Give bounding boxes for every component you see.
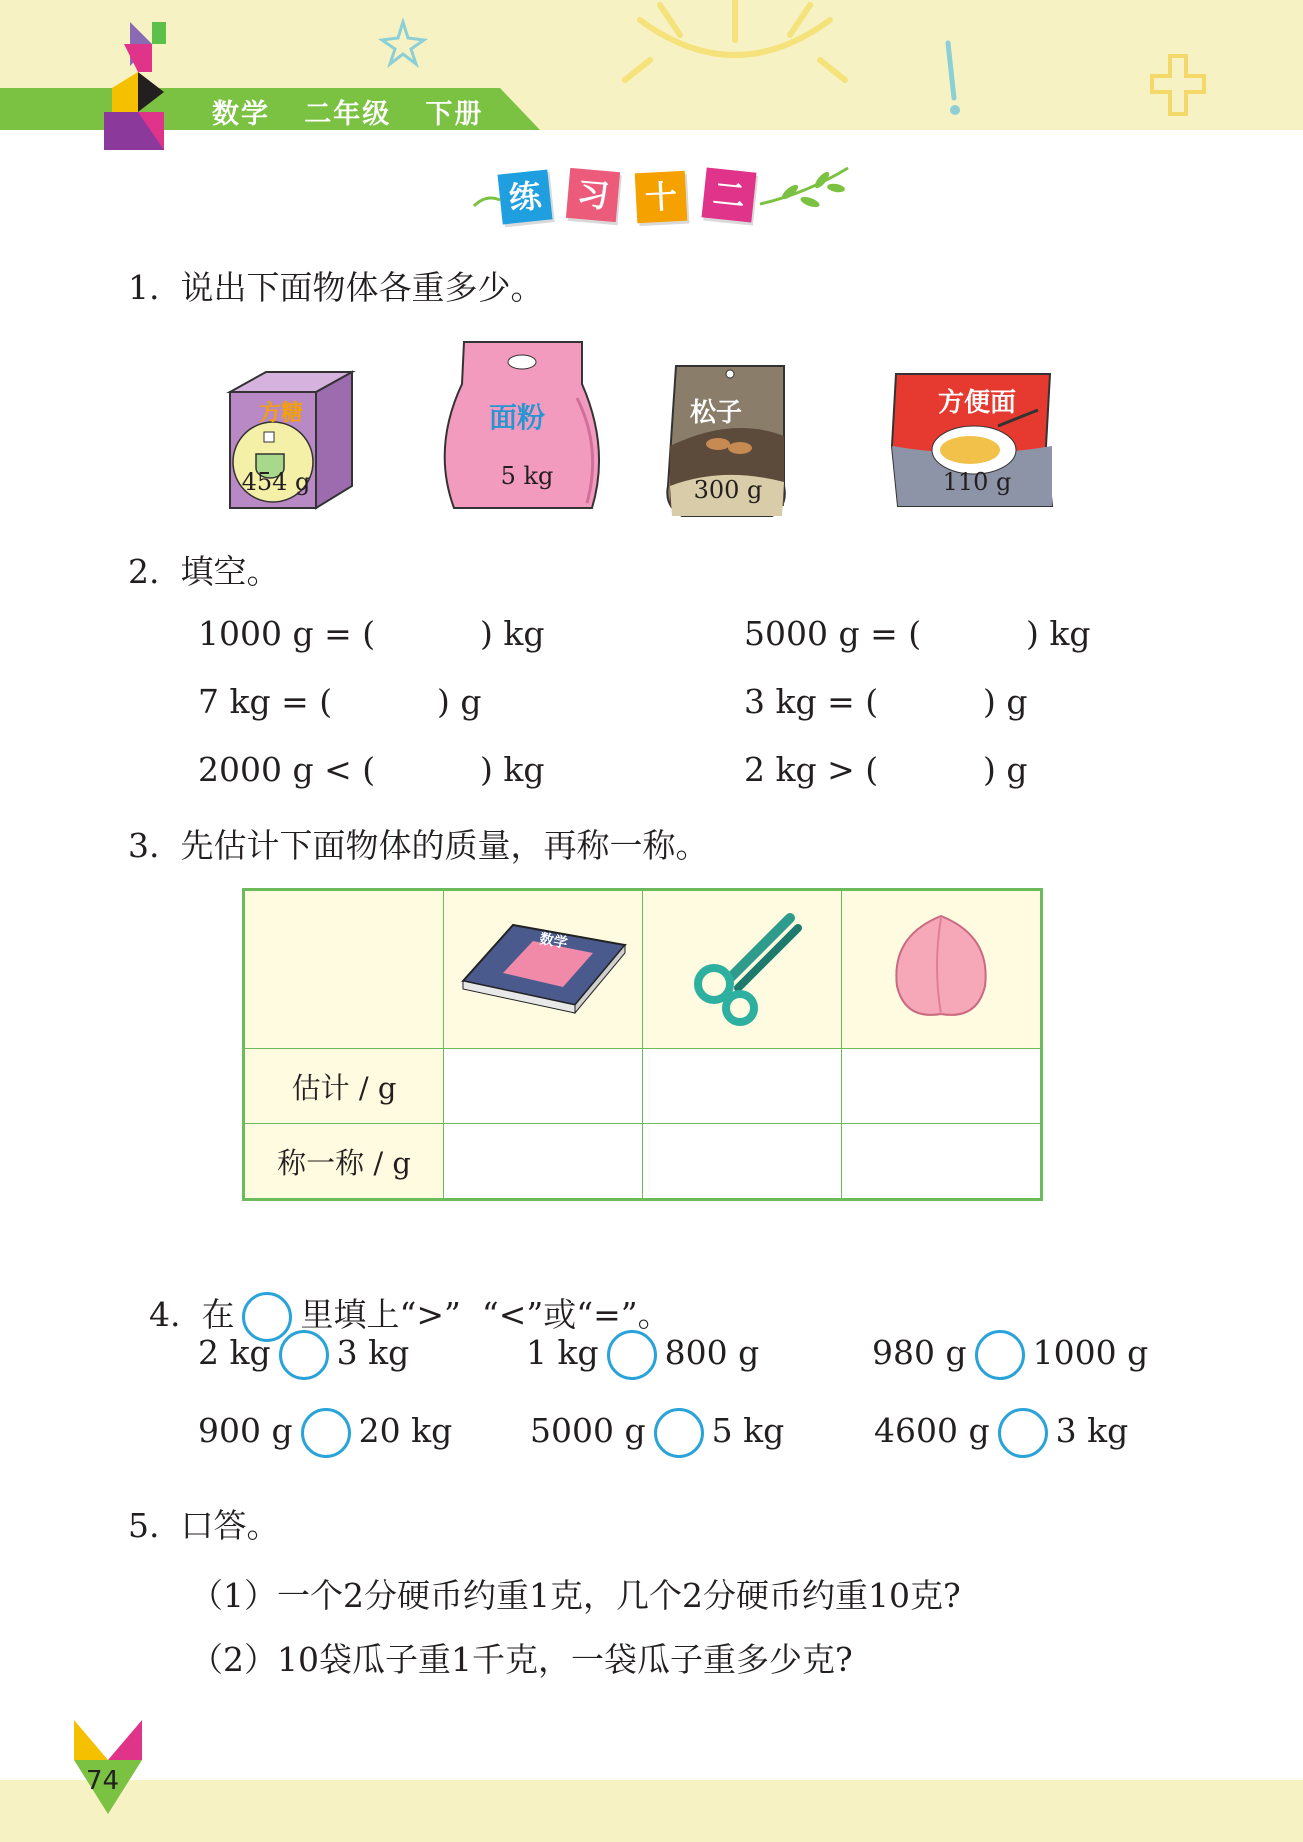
fill-blank-item: 5000 g = ( ) kg xyxy=(744,614,1091,653)
peach-icon xyxy=(881,906,1001,1026)
tangram-logo-icon xyxy=(104,22,174,152)
leaf-branch-icon xyxy=(760,164,850,224)
compare-item xyxy=(530,1408,784,1458)
question-2: 2. 填空。 xyxy=(128,552,280,591)
compare-right: 3 kg xyxy=(1055,1411,1129,1450)
sugar-box-weight: 454 g xyxy=(241,468,311,496)
question-4 xyxy=(128,1250,671,1342)
compare-item xyxy=(526,1330,759,1380)
scissors-cell xyxy=(643,890,842,1049)
estimate-input-scissors[interactable] xyxy=(643,1049,842,1124)
pine-nut-bag-weight: 300 g xyxy=(693,476,763,504)
compare-circle[interactable] xyxy=(998,1408,1048,1458)
compare-item xyxy=(874,1408,1128,1458)
title-char: 十 xyxy=(635,171,688,224)
estimate-input-peach[interactable] xyxy=(842,1049,1042,1124)
page-number: 74 xyxy=(86,1766,120,1796)
math-book-icon xyxy=(453,911,633,1021)
scissors-icon xyxy=(672,906,812,1026)
question-3: 3. 先估计下面物体的质量，再称一称。 xyxy=(128,826,709,865)
book-cell xyxy=(444,890,643,1049)
bottom-band xyxy=(0,1780,1303,1842)
estimate-input-book[interactable] xyxy=(444,1049,643,1124)
estimate-table xyxy=(242,888,1043,1201)
compare-left: 2 kg xyxy=(198,1333,271,1372)
fill-blank-item: 2000 g < ( ) kg xyxy=(198,750,545,789)
compare-item xyxy=(872,1330,1148,1380)
estimate-label: 估计 / g xyxy=(244,1049,444,1124)
peach-cell xyxy=(842,890,1042,1049)
compare-circle[interactable] xyxy=(654,1408,704,1458)
pine-nut-bag-name: 松子 xyxy=(689,398,742,428)
compare-circle[interactable] xyxy=(301,1408,351,1458)
book-label: 数学 xyxy=(538,931,569,952)
compare-left: 4600 g xyxy=(874,1411,990,1450)
weigh-input-book[interactable] xyxy=(444,1124,643,1200)
question-5-sub-1: （1）一个2分硬币约重1克，几个2分硬币约重10克? xyxy=(190,1576,961,1615)
question-5-sub-2: （2）10袋瓜子重1千克，一袋瓜子重多少克? xyxy=(190,1640,853,1679)
sugar-box-name: 方糖 xyxy=(258,401,303,426)
question-1: 1. 说出下面物体各重多少。 xyxy=(128,268,544,307)
leaf-icon xyxy=(472,186,502,216)
compare-left: 980 g xyxy=(872,1333,967,1372)
exclamation-doodle-icon xyxy=(930,38,970,118)
compare-right: 3 kg xyxy=(336,1333,410,1372)
weigh-label: 称一称 / g xyxy=(244,1124,444,1200)
flour-bag-name: 面粉 xyxy=(488,401,545,434)
title-char: 习 xyxy=(566,168,620,222)
instant-noodle-pack-name: 方便面 xyxy=(937,388,1016,418)
sun-doodle-icon xyxy=(620,0,850,90)
title-char: 二 xyxy=(702,168,757,223)
header-text: 数学 二年级 下册 xyxy=(212,99,484,130)
fill-blank-item: 1000 g = ( ) kg xyxy=(198,614,545,653)
fill-blank-item: 7 kg = ( ) g xyxy=(198,682,482,721)
compare-left: 1 kg xyxy=(526,1333,599,1372)
exercise-title xyxy=(490,164,850,234)
compare-right: 800 g xyxy=(664,1333,760,1372)
question-4-suffix: 里填上“>” “<”或“=”。 xyxy=(300,1295,671,1334)
fill-blank-item: 2 kg > ( ) g xyxy=(744,750,1028,789)
compare-item xyxy=(198,1408,452,1458)
compare-right: 20 kg xyxy=(358,1411,453,1450)
compare-right: 1000 g xyxy=(1032,1333,1149,1372)
question-4-prefix: 4. 在 xyxy=(148,1295,235,1334)
star-doodle-icon xyxy=(378,18,428,68)
flour-bag-weight: 5 kg xyxy=(500,462,554,490)
weigh-input-peach[interactable] xyxy=(842,1124,1042,1200)
compare-left: 5000 g xyxy=(530,1411,646,1450)
question-5: 5. 口答。 xyxy=(128,1506,280,1545)
table-corner-cell xyxy=(244,890,444,1049)
instant-noodle-pack-weight: 110 g xyxy=(942,468,1012,496)
compare-right: 5 kg xyxy=(711,1411,785,1450)
compare-left: 900 g xyxy=(198,1411,293,1450)
compare-circle[interactable] xyxy=(607,1330,657,1380)
compare-circle[interactable] xyxy=(975,1330,1025,1380)
weigh-input-scissors[interactable] xyxy=(643,1124,842,1200)
fill-blank-item: 3 kg = ( ) g xyxy=(744,682,1028,721)
plus-doodle-icon xyxy=(1148,52,1208,118)
compare-circle[interactable] xyxy=(279,1330,329,1380)
title-char: 练 xyxy=(498,170,553,225)
compare-item xyxy=(198,1330,409,1380)
